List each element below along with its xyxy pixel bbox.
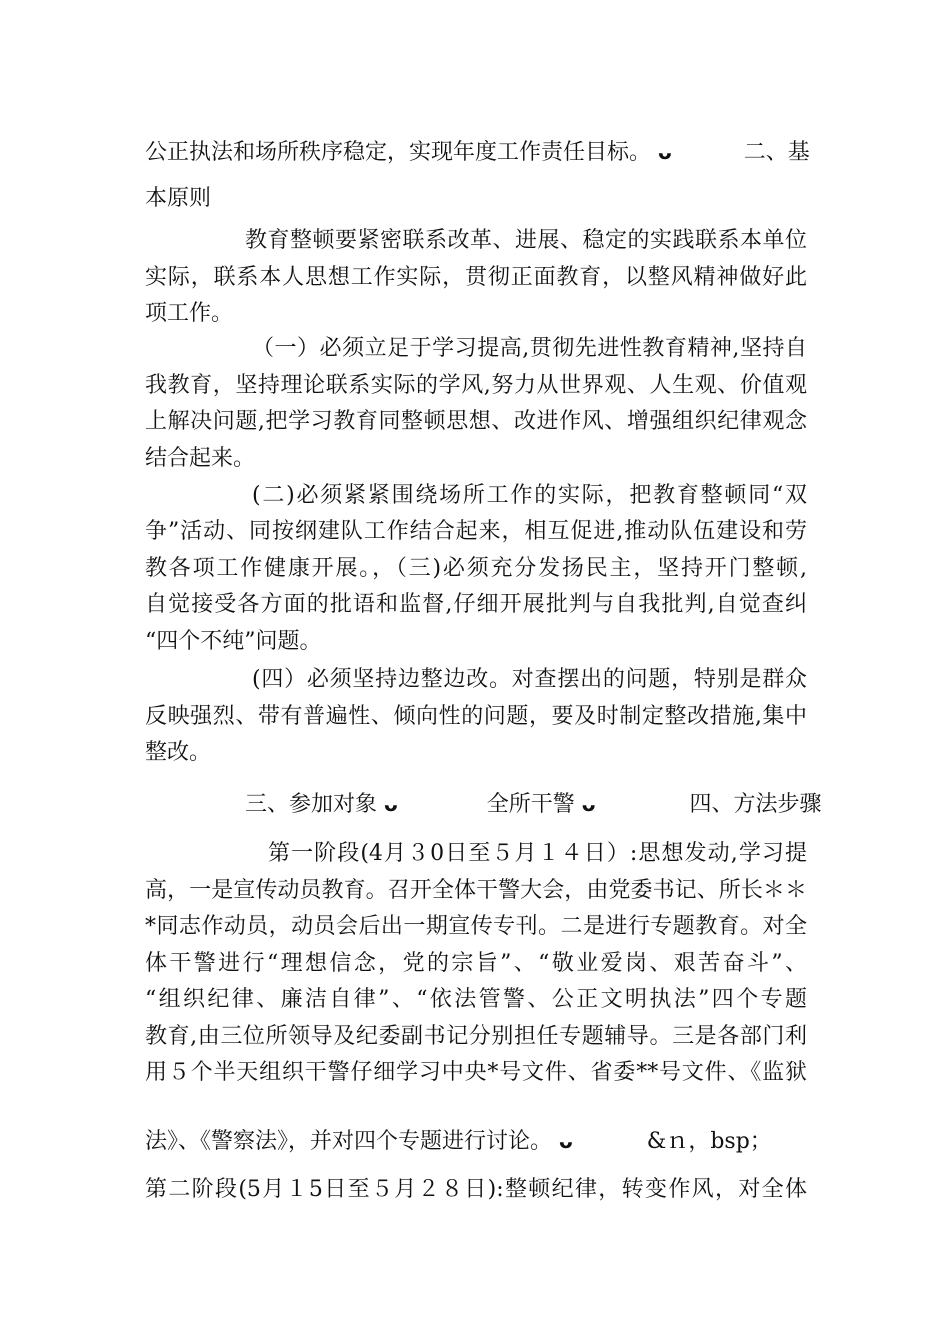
doc-line: “组织纪律、廉洁自律”、“依法管警、公正文明执法”四个专题: [145, 987, 807, 1012]
doc-line: 体干警进行“理想信念，党的宗旨”、“敬业爱岗、艰苦奋斗”、: [145, 951, 807, 976]
doc-text: 法》、《警察法》，并对四个专题进行讨论。: [145, 1129, 553, 1154]
doc-line: (二)必须紧紧围绕场所工作的实际，把教育整顿同“双: [252, 483, 807, 508]
doc-line: *同志作动员，动员会后出一期宣传专刊。二是进行专题教育。对全: [145, 914, 807, 939]
doc-line: 教育整顿要紧密联系改革、进展、稳定的实践联系本单位: [245, 228, 807, 253]
doc-line: （一）必须立足于学习提高,贯彻先进性教育精神,坚持自: [252, 336, 807, 361]
doc-text: &ｎ，bsp；: [646, 1129, 772, 1154]
doc-text: 二、基: [743, 140, 810, 165]
paragraph-mark-icon: ᴗ: [581, 792, 596, 816]
doc-text: 三、参加对象: [245, 792, 378, 817]
doc-line: 教各项工作健康开展。，（三)必须充分发扬民主，坚持开门整顿,: [145, 556, 807, 581]
doc-line: 第二阶段(5月１5日至５月２８日):整顿纪律，转变作风，对全体: [145, 1177, 807, 1202]
paragraph-mark-icon: ᴗ: [658, 140, 672, 164]
doc-line: 教育,由三位所领导及纪委副书记分别担任专题辅导。三是各部门利: [145, 1024, 807, 1049]
doc-text: 公正执法和场所秩序稳定，实现年度工作责任目标。: [145, 140, 652, 165]
paragraph-mark-icon: ᴗ: [559, 1129, 573, 1153]
paragraph-mark-icon: ᴗ: [384, 792, 398, 816]
doc-line: “四个不纯”问题。: [145, 629, 322, 654]
doc-line: 反映强烈、带有普遍性、倾向性的问题，要及时制定整改措施,集中: [145, 704, 807, 729]
doc-line: 实际，联系本人思想工作实际，贯彻正面教育，以整风精神做好此: [145, 265, 807, 290]
doc-text: 本原则: [145, 186, 212, 211]
doc-line: 争”活动、同按纲建队工作结合起来，相互促进,推动队伍建设和劳: [145, 519, 807, 544]
doc-line: [145, 184, 807, 214]
doc-text: 四、方法步骤: [689, 792, 822, 817]
doc-line: (四）必须坚持边整边改。对查摆出的问题，特别是群众: [252, 667, 807, 692]
doc-text: 全所干警: [486, 792, 575, 817]
doc-line: 项工作。: [145, 301, 234, 326]
doc-line: [245, 789, 822, 819]
doc-line: 我教育，坚持理论联系实际的学风,努力从世界观、人生观、价值观: [145, 373, 807, 398]
doc-line: 用５个半天组织干警仔细学习中央*号文件、省委**号文件、《监狱: [145, 1060, 807, 1085]
doc-line: 自觉接受各方面的批语和监督,仔细开展批判与自我批判,自觉查纠: [145, 592, 807, 617]
doc-line: [145, 137, 810, 167]
doc-line: 整改。: [145, 740, 212, 765]
doc-line: [145, 1126, 807, 1156]
doc-line: 高，一是宣传动员教育。召开全体干警大会，由党委书记、所长＊＊: [145, 878, 807, 903]
doc-line: 结合起来。: [145, 446, 256, 471]
doc-line: 上解决问题,把学习教育同整顿思想、改进作风、增强组织纪律观念: [145, 409, 807, 434]
doc-line: 第一阶段(4月３0日至５月１４日）:思想发动,学习提: [268, 841, 807, 866]
